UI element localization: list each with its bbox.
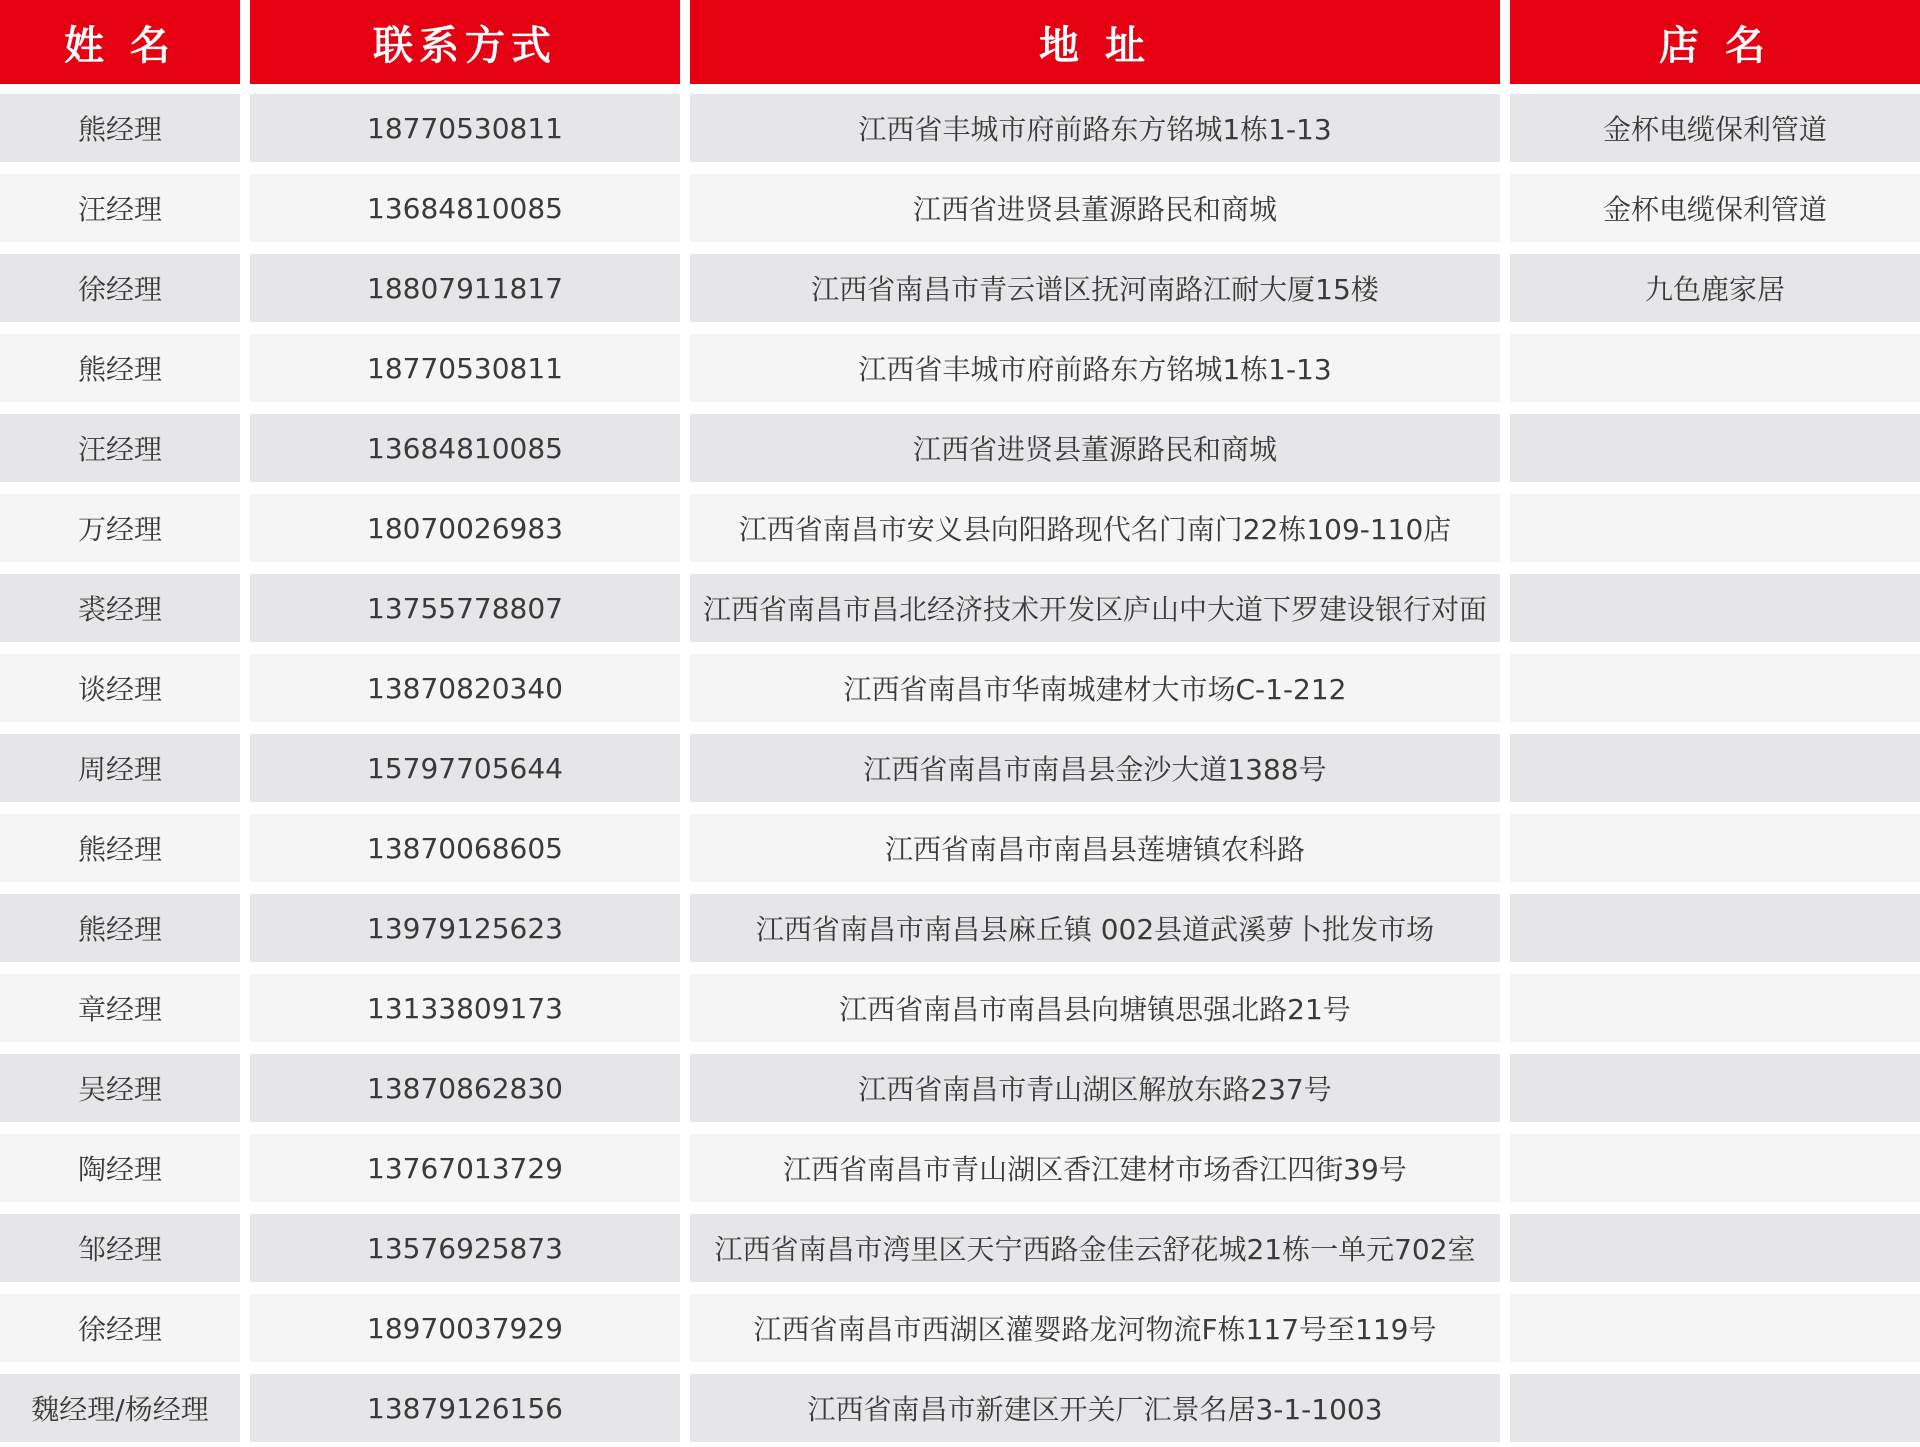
row-name: 熊经理 xyxy=(0,334,240,402)
row-phone: 18807911817 xyxy=(250,254,680,322)
row-address: 江西省进贤县董源路民和商城 xyxy=(690,414,1500,482)
row-address: 江西省丰城市府前路东方铭城1栋1-13 xyxy=(690,94,1500,162)
row-store xyxy=(1510,1134,1920,1202)
table-row xyxy=(0,254,1920,322)
row-address: 江西省南昌市青山湖区香江建材市场香江四街39号 xyxy=(690,1134,1500,1202)
row-store xyxy=(1510,654,1920,722)
row-address: 江西省南昌市昌北经济技术开发区庐山中大道下罗建设银行对面 xyxy=(690,574,1500,642)
row-name: 章经理 xyxy=(0,974,240,1042)
row-phone: 13979125623 xyxy=(250,894,680,962)
row-store xyxy=(1510,894,1920,962)
row-name: 周经理 xyxy=(0,734,240,802)
row-phone: 13870820340 xyxy=(250,654,680,722)
row-name: 熊经理 xyxy=(0,94,240,162)
row-phone: 13879126156 xyxy=(250,1374,680,1442)
table-row xyxy=(0,94,1920,162)
row-store xyxy=(1510,1374,1920,1442)
row-address: 江西省南昌市南昌县莲塘镇农科路 xyxy=(690,814,1500,882)
table-row xyxy=(0,734,1920,802)
table-row xyxy=(0,174,1920,242)
row-store xyxy=(1510,1214,1920,1282)
row-address: 江西省进贤县董源路民和商城 xyxy=(690,174,1500,242)
table-row xyxy=(0,1054,1920,1122)
row-address: 江西省南昌市南昌县麻丘镇 002县道武溪萝卜批发市场 xyxy=(690,894,1500,962)
row-phone: 13870862830 xyxy=(250,1054,680,1122)
table-row xyxy=(0,1294,1920,1362)
row-phone: 18970037929 xyxy=(250,1294,680,1362)
header-store: 店 名 xyxy=(1510,0,1920,84)
row-name: 谈经理 xyxy=(0,654,240,722)
row-store xyxy=(1510,1054,1920,1122)
row-phone: 18770530811 xyxy=(250,94,680,162)
table-row xyxy=(0,814,1920,882)
row-phone: 13684810085 xyxy=(250,174,680,242)
row-store xyxy=(1510,734,1920,802)
table-row xyxy=(0,974,1920,1042)
row-name: 裘经理 xyxy=(0,574,240,642)
header-name: 姓 名 xyxy=(0,0,240,84)
row-phone: 13767013729 xyxy=(250,1134,680,1202)
table-row xyxy=(0,894,1920,962)
row-address: 江西省南昌市南昌县金沙大道1388号 xyxy=(690,734,1500,802)
row-phone: 18070026983 xyxy=(250,494,680,562)
row-phone: 13684810085 xyxy=(250,414,680,482)
row-name: 熊经理 xyxy=(0,894,240,962)
row-phone: 13576925873 xyxy=(250,1214,680,1282)
row-address: 江西省南昌市青山湖区解放东路237号 xyxy=(690,1054,1500,1122)
row-address: 江西省南昌市南昌县向塘镇思强北路21号 xyxy=(690,974,1500,1042)
header-contact: 联系方式 xyxy=(250,0,680,84)
row-store: 金杯电缆保利管道 xyxy=(1510,94,1920,162)
row-name: 熊经理 xyxy=(0,814,240,882)
row-store xyxy=(1510,334,1920,402)
row-store xyxy=(1510,814,1920,882)
row-phone: 15797705644 xyxy=(250,734,680,802)
row-address: 江西省丰城市府前路东方铭城1栋1-13 xyxy=(690,334,1500,402)
row-store xyxy=(1510,414,1920,482)
table-row xyxy=(0,334,1920,402)
table-row xyxy=(0,494,1920,562)
row-address: 江西省南昌市青云谱区抚河南路江耐大厦15楼 xyxy=(690,254,1500,322)
row-phone: 13133809173 xyxy=(250,974,680,1042)
table-row xyxy=(0,654,1920,722)
row-phone: 18770530811 xyxy=(250,334,680,402)
row-name: 汪经理 xyxy=(0,414,240,482)
row-address: 江西省南昌市新建区开关厂汇景名居3-1-1003 xyxy=(690,1374,1500,1442)
table-header xyxy=(0,0,1920,84)
table-row xyxy=(0,574,1920,642)
row-address: 江西省南昌市湾里区天宁西路金佳云舒花城21栋一单元702室 xyxy=(690,1214,1500,1282)
row-phone: 13870068605 xyxy=(250,814,680,882)
row-address: 江西省南昌市安义县向阳路现代名门南门22栋109-110店 xyxy=(690,494,1500,562)
row-name: 魏经理/杨经理 xyxy=(0,1374,240,1442)
row-store xyxy=(1510,574,1920,642)
header-address: 地 址 xyxy=(690,0,1500,84)
row-store: 九色鹿家居 xyxy=(1510,254,1920,322)
row-name: 万经理 xyxy=(0,494,240,562)
row-store xyxy=(1510,494,1920,562)
row-name: 汪经理 xyxy=(0,174,240,242)
row-name: 邹经理 xyxy=(0,1214,240,1282)
row-name: 徐经理 xyxy=(0,1294,240,1362)
row-name: 吴经理 xyxy=(0,1054,240,1122)
table-row xyxy=(0,1134,1920,1202)
row-address: 江西省南昌市华南城建材大市场C-1-212 xyxy=(690,654,1500,722)
table-row xyxy=(0,1214,1920,1282)
row-store xyxy=(1510,974,1920,1042)
row-store xyxy=(1510,1294,1920,1362)
row-address: 江西省南昌市西湖区灌婴路龙河物流F栋117号至119号 xyxy=(690,1294,1500,1362)
table-row xyxy=(0,414,1920,482)
row-name: 陶经理 xyxy=(0,1134,240,1202)
row-store: 金杯电缆保利管道 xyxy=(1510,174,1920,242)
row-phone: 13755778807 xyxy=(250,574,680,642)
table-row xyxy=(0,1374,1920,1442)
row-name: 徐经理 xyxy=(0,254,240,322)
